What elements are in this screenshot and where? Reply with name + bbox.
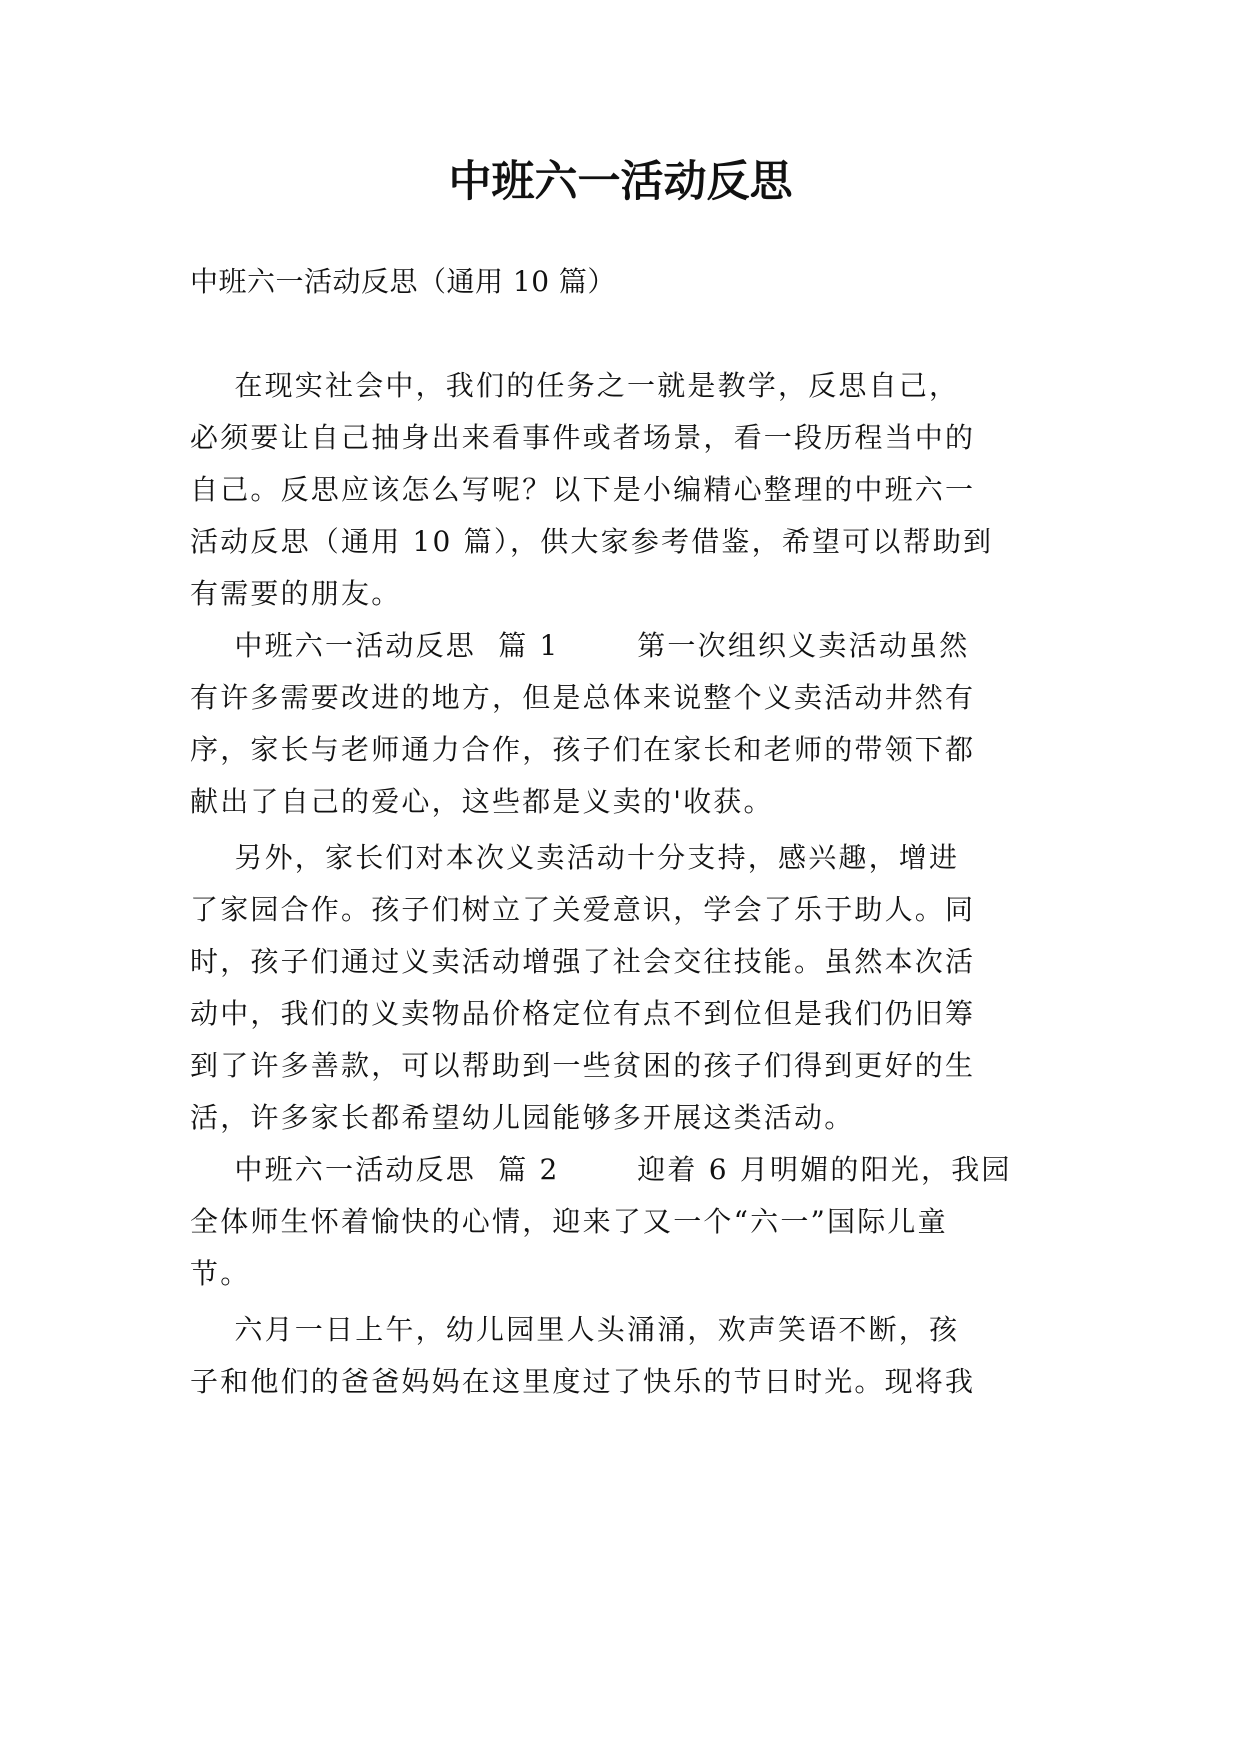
text-line: 活，许多家长都希望幼儿园能够多开展这类活动。 (190, 1101, 855, 1134)
text-line: 时，孩子们通过义卖活动增强了社会交往技能。虽然本次活 (190, 945, 976, 978)
text-line: 六月一日上午，幼儿园里人头涌涌，欢声笑语不断，孩 (190, 1313, 960, 1346)
text-line: 动中，我们的义卖物品价格定位有点不到位但是我们仍旧筹 (190, 997, 976, 1030)
text-line: 中班六一活动反思 篇 2 迎着 6 月明媚的阳光，我园 (190, 1153, 1012, 1186)
text-line: 有许多需要改进的地方，但是总体来说整个义卖活动井然有 (190, 681, 976, 714)
text-line: 在现实社会中，我们的任务之一就是教学，反思自己， (190, 369, 960, 402)
text-line: 中班六一活动反思 篇 1 第一次组织义卖活动虽然 (190, 629, 970, 662)
text-line: 了家园合作。孩子们树立了关爱意识，学会了乐于助人。同 (190, 893, 976, 926)
text-line: 自己。反思应该怎么写呢？以下是小编精心整理的中班六一 (190, 473, 976, 506)
text-line: 到了许多善款，可以帮助到一些贫困的孩子们得到更好的生 (190, 1049, 976, 1082)
text-line: 献出了自己的爱心，这些都是义卖的'收获。 (190, 785, 774, 818)
text-line: 活动反思（通用 10 篇），供大家参考借鉴，希望可以帮助到 (190, 525, 994, 558)
text-line: 子和他们的爸爸妈妈在这里度过了快乐的节日时光。现将我 (190, 1365, 976, 1398)
text-line: 序，家长与老师通力合作，孩子们在家长和老师的带领下都 (190, 733, 976, 766)
text-line: 有需要的朋友。 (190, 577, 402, 610)
document-title: 中班六一活动反思 (448, 157, 793, 207)
document-subtitle: 中班六一活动反思（通用 10 篇） (190, 265, 616, 298)
text-line: 节。 (190, 1257, 251, 1290)
text-line: 另外，家长们对本次义卖活动十分支持，感兴趣，增进 (190, 841, 960, 874)
text-line: 全体师生怀着愉快的心情，迎来了又一个“六一”国际儿童 (190, 1205, 948, 1238)
text-line: 必须要让自己抽身出来看事件或者场景，看一段历程当中的 (190, 421, 976, 454)
